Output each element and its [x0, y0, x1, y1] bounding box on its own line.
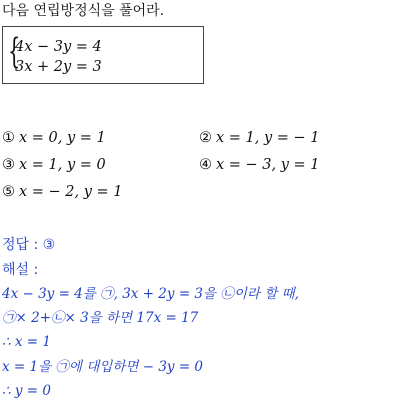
solution-line: x = 1을 ㉠에 대입하면 − 3y = 0 [2, 359, 204, 375]
choice-5[interactable] [2, 183, 123, 201]
choice-text: x = 0, y = 1 [19, 130, 106, 146]
choice-text: x = 1, y = 0 [19, 157, 106, 173]
choice-1[interactable] [2, 129, 106, 147]
choice-4[interactable] [199, 156, 320, 174]
solution-label: 해설 : [2, 262, 39, 278]
equation-2: 3x + 2y = 3 [15, 59, 102, 75]
choice-3[interactable] [2, 156, 106, 174]
choice-number: ④ [199, 157, 212, 173]
equation-1: 4x − 3y = 4 [15, 39, 102, 55]
choice-text: x = − 2, y = 1 [19, 184, 123, 200]
choice-text: x = 1, y = − 1 [216, 130, 320, 146]
solution-line: ∴ x = 1 [2, 334, 51, 350]
choice-2[interactable] [199, 129, 320, 147]
choice-number: ② [199, 130, 212, 146]
answer-text: 정답 : ③ [2, 237, 56, 253]
left-brace: { [8, 32, 21, 72]
solution-line: 4x − 3y = 4를 ㉠, 3x + 2y = 3을 ㉡이라 할 때, [2, 286, 299, 302]
solution-line: ∴ y = 0 [2, 383, 51, 399]
question-text: 다음 연립방정식을 풀어라. [2, 3, 165, 19]
equation-system-box [2, 26, 204, 84]
choice-number: ③ [2, 157, 15, 173]
choice-number: ① [2, 130, 15, 146]
choice-text: x = − 3, y = 1 [216, 157, 320, 173]
solution-line: ㉠× 2+㉡× 3을 하면 17x = 17 [2, 310, 199, 326]
choice-number: ⑤ [2, 184, 15, 200]
